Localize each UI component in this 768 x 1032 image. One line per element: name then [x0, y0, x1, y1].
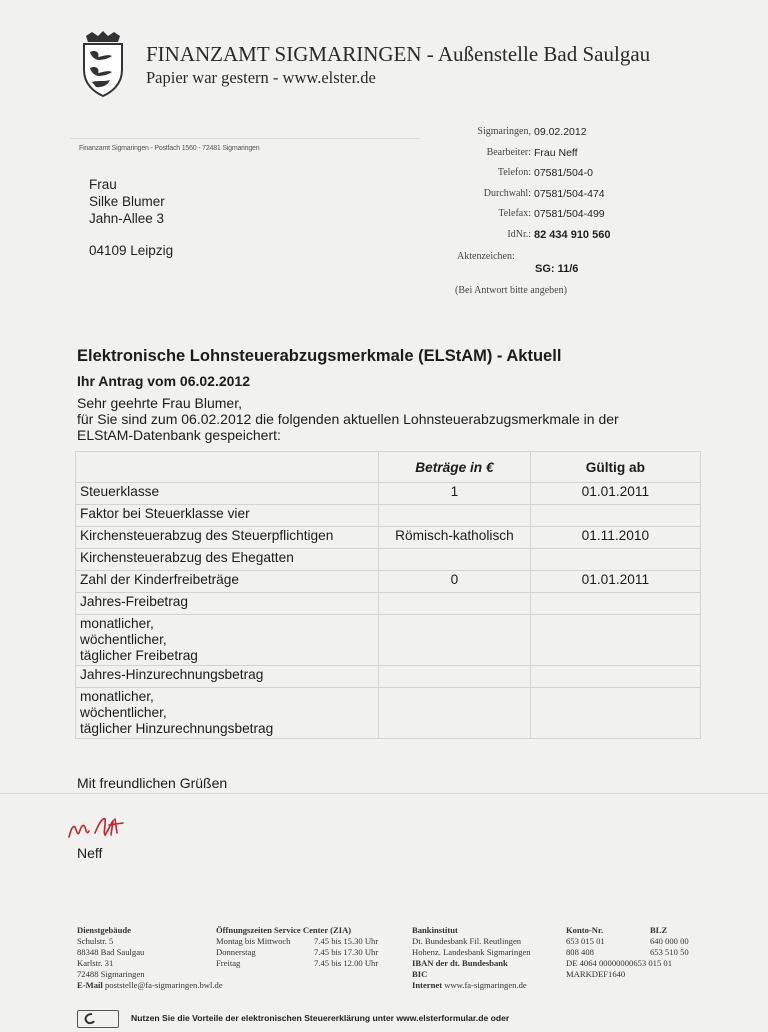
table-cell-label: Zahl der Kinderfreibeträge [76, 571, 379, 593]
table-cell-value: 0 [379, 571, 531, 593]
footer-line: Hohenz. Landesbank Sigmaringen [412, 947, 531, 957]
table-cell-value: Römisch-katholisch [379, 527, 531, 549]
footer-internet-label: Internet [412, 980, 443, 990]
footer-email-label: E-Mail [77, 980, 103, 990]
footer-bic-label: BIC [412, 969, 428, 979]
info-row [400, 208, 720, 229]
closing-line: Mit freundlichen Grüßen [77, 775, 228, 791]
table-row [76, 483, 701, 505]
footer-iban: DE 4064 00000000653 015 01 [566, 958, 672, 968]
footer-bank [412, 925, 531, 991]
elstam-table [75, 451, 701, 739]
recipient-name: Silke Blumer [89, 194, 165, 209]
table-cell-value: 1 [379, 483, 531, 505]
footer-heading: BLZ [650, 925, 668, 935]
info-value: 09.02.2012 [534, 126, 587, 138]
footer-heading: Dienstgebäude [77, 925, 131, 935]
table-row [76, 571, 701, 593]
footer-iban-label: IBAN der dt. Bundesbank [412, 958, 508, 968]
table-cell-date: 01.01.2011 [530, 571, 700, 593]
table-row [76, 666, 701, 688]
info-value: Frau Neff [534, 146, 578, 159]
footer-line: Karlstr. 31 [77, 958, 114, 968]
footer-bottom-text: Nutzen Sie die Vorteile der elektronischen Steuererklärung unter www.elsterformular.de oder [131, 1013, 510, 1023]
table-header-betraege: Beträge in € [379, 452, 531, 483]
info-value: 07581/504-499 [534, 208, 605, 220]
footer-line: Schulstr. 5 [77, 936, 114, 946]
return-address-divider [70, 138, 420, 139]
footer-line: Dt. Bundesbank Fil. Reutlingen [412, 936, 522, 946]
footer-email: poststelle@fa-sigmaringen.bwl.de [104, 980, 223, 990]
table-row [76, 505, 701, 527]
table-cell-label: Faktor bei Steuerklasse vier [76, 505, 379, 527]
recipient-street: Jahn-Allee 3 [89, 211, 165, 226]
recipient-city: 04109 Leipzig [89, 243, 174, 258]
info-row [400, 147, 720, 168]
table-row [76, 688, 701, 739]
footer-line: 88348 Bad Saulgau [77, 947, 145, 957]
recipient-salutation: Frau [89, 177, 117, 192]
table-cell-value [379, 593, 531, 615]
info-label: Telefax: [498, 208, 531, 219]
table-cell-label: Jahres-Hinzurechnungsbetrag [76, 666, 379, 688]
footer-blz [650, 925, 689, 958]
aktenzeichen-label: Aktenzeichen: [457, 251, 515, 262]
footer-day: Freitag [216, 958, 241, 968]
table-cell-label: Steuerklasse [76, 483, 379, 505]
letterhead-title: FINANZAMT SIGMARINGEN - Außenstelle Bad Saulgau [146, 42, 651, 66]
table-row [76, 593, 701, 615]
info-value: 07581/504-474 [534, 187, 605, 200]
aktenzeichen-value: SG: 11/6 [535, 263, 579, 275]
table-cell-value [379, 549, 531, 571]
table-cell-date [530, 615, 700, 666]
footer-day: Montag bis Mittwoch [216, 936, 291, 946]
footer-line: 653 015 01 [566, 936, 605, 946]
greeting-line: für Sie sind zum 06.02.2012 die folgenden aktuellen Lohnsteuerabzugsmerkmale in der [77, 411, 619, 427]
info-label: IdNr.: [507, 228, 531, 240]
greeting-line: ELStAM-Datenbank gespeichert: [77, 427, 281, 443]
paper-fold [0, 793, 768, 794]
table-header-gueltig: Gültig ab [530, 452, 700, 483]
table-cell-value [379, 615, 531, 666]
table-row [76, 549, 701, 571]
sender-info-block [400, 126, 720, 249]
table-cell-date [530, 666, 700, 688]
recipient-address [89, 176, 173, 259]
table-row [76, 615, 701, 666]
table-cell-date: 01.01.2011 [530, 483, 700, 505]
info-label: Telefon: [497, 167, 531, 178]
table-cell-date [530, 505, 700, 527]
table-row [76, 527, 701, 549]
greeting-line: Sehr geehrte Frau Blumer, [77, 395, 242, 411]
letterhead-subtitle: Papier war gestern - www.elster.de [146, 68, 376, 87]
info-row [400, 167, 720, 188]
letter-title: Elektronische Lohnsteuerabzugsmerkmale (ELStAM) - Aktuell [77, 347, 562, 365]
info-row [400, 188, 720, 209]
footer-day: Donnerstag [216, 947, 256, 957]
antwort-note: (Bei Antwort bitte angeben) [455, 285, 567, 296]
footer-line: 72488 Sigmaringen [77, 969, 145, 979]
info-label: Durchwahl: [483, 187, 531, 199]
greeting-paragraph [77, 395, 619, 443]
info-value: 07581/504-0 [534, 167, 593, 179]
footer-line: 808 408 [566, 947, 594, 957]
footer-building [77, 925, 223, 991]
footer-time: 7.45 bis 17.30 Uhr [314, 947, 379, 957]
table-cell-date: 01.11.2010 [530, 527, 700, 549]
table-cell-value [379, 505, 531, 527]
return-address: Finanzamt Sigmaringen - Postfach 1560 - 72481 Sigmaringen [79, 145, 260, 152]
info-label: Bearbeiter: [486, 146, 531, 158]
footer-bic: MARKDEF1640 [566, 969, 626, 979]
table-cell-label: monatlicher, wöchentlicher, täglicher Freibetrag [76, 615, 379, 666]
info-label: Sigmaringen, [477, 126, 531, 137]
info-value: 82 434 910 560 [534, 228, 611, 241]
footer-bottom-bar [77, 1008, 768, 1028]
footer-heading: Öffnungszeiten Service Center (ZIA) [216, 925, 352, 935]
coat-of-arms-logo [78, 30, 128, 98]
footer-heading: Bankinstitut [412, 925, 458, 935]
table-cell-label: Kirchensteuerabzug des Steuerpflichtigen [76, 527, 379, 549]
table-cell-label: monatlicher, wöchentlicher, täglicher Hinzurechnungsbetrag [76, 688, 379, 739]
table-cell-value [379, 666, 531, 688]
footer-heading: Konto-Nr. [566, 925, 604, 935]
footer-time: 7.45 bis 15.30 Uhr [314, 936, 379, 946]
handwritten-signature [65, 805, 135, 845]
table-cell-date [530, 593, 700, 615]
footer-time: 7.45 bis 12.00 Uhr [314, 958, 379, 968]
info-row [400, 229, 720, 250]
table-cell-label: Kirchensteuerabzug des Ehegatten [76, 549, 379, 571]
table-cell-date [530, 549, 700, 571]
table-cell-label: Jahres-Freibetrag [76, 593, 379, 615]
signature-name: Neff [77, 845, 103, 861]
table-header [76, 452, 379, 483]
footer-hours [216, 925, 396, 969]
letter-subtitle: Ihr Antrag vom 06.02.2012 [77, 373, 251, 389]
table-cell-date [530, 688, 700, 739]
elster-logo-icon [77, 1010, 119, 1028]
footer-internet: www.fa-sigmaringen.de [444, 980, 527, 990]
info-row [400, 126, 720, 147]
table-cell-value [379, 688, 531, 739]
table-header-row [76, 452, 701, 483]
footer-line: 640 000 00 [650, 936, 689, 946]
footer-line: 653 510 50 [650, 947, 689, 957]
